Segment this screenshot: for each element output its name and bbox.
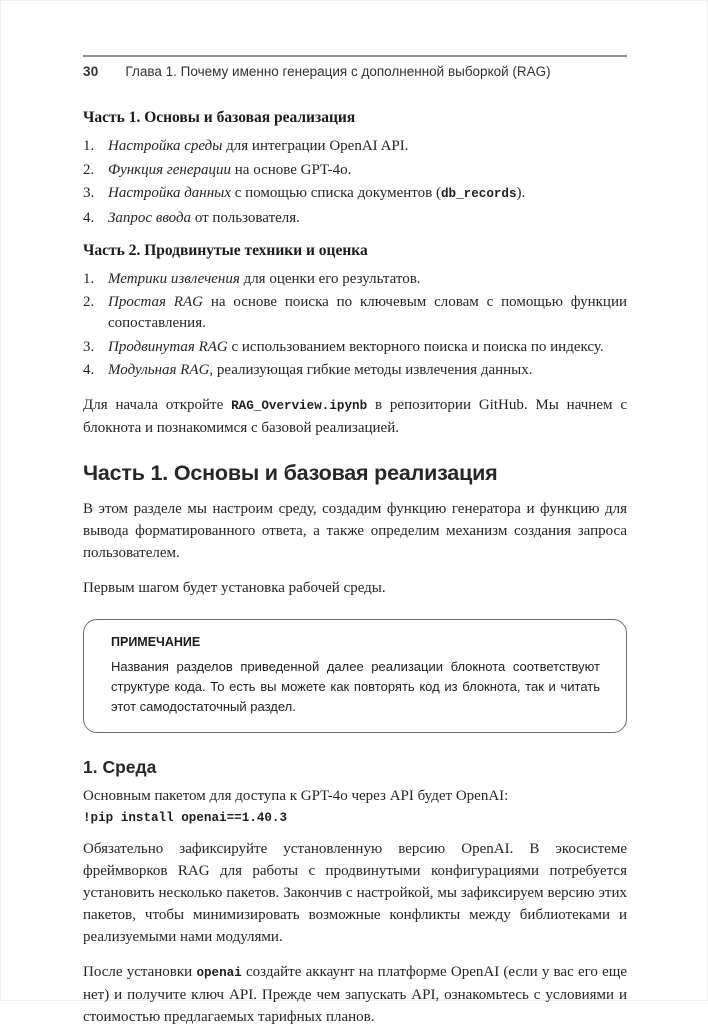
item-rest: , реализующая гибкие методы извлечения данных. xyxy=(209,362,533,378)
list-item xyxy=(83,183,627,205)
part2-heading: Часть 2. Продвинутые техники и оценка xyxy=(83,241,368,259)
list-item xyxy=(83,208,627,229)
chapter-title: Глава 1. Почему именно генерация с дополненной выборкой (RAG) xyxy=(125,64,551,79)
part1-list xyxy=(83,136,627,229)
item-text xyxy=(108,160,627,181)
part1-heading: Часть 1. Основы и базовая реализация xyxy=(83,109,356,126)
item-text xyxy=(108,208,627,229)
note-body: Названия разделов приведенной далее реализации блокнота соответствуют структуре кода. То есть вы можете как повторять код из блокнота, так и читать этот самодостаточный раздел. xyxy=(111,659,600,714)
list-item xyxy=(83,360,627,381)
item-lead: Простая RAG xyxy=(108,294,203,310)
item-lead: Продвинутая RAG xyxy=(108,338,228,355)
env-heading: 1. Среда xyxy=(83,757,157,777)
intro-paragraph xyxy=(83,394,627,439)
item-text xyxy=(108,183,627,205)
item-number: 3. xyxy=(83,338,95,355)
item-number: 1. xyxy=(83,138,95,154)
item-rest: от пользователя. xyxy=(191,209,300,226)
env-paragraph xyxy=(83,961,627,1028)
item-rest: на основе поиска по ключевым словам с помощью функции сопоставления. xyxy=(108,294,628,331)
item-lead: Запрос ввода xyxy=(108,209,192,226)
paragraph-text: Для начала откройте xyxy=(83,397,232,413)
paragraph-text: После установки xyxy=(83,964,197,980)
paragraph-text: создайте аккаунт на платформе OpenAI (если у вас его еще нет) и получите ключ API. Прежде чем запускать API, ознакомьтесь с условиями и стоимостью предлагаемых тарифных планов. xyxy=(83,964,627,1025)
section-title: Часть 1. Основы и базовая реализация xyxy=(83,461,498,485)
section-paragraph: В этом разделе мы настроим среду, создадим функцию генератора и функцию для вывода форматированного ответа, а также определим механизм создания запроса пользователем. xyxy=(83,501,627,561)
item-number: 2. xyxy=(83,294,95,310)
item-text xyxy=(108,136,627,157)
item-rest: для интеграции OpenAI API. xyxy=(222,138,409,154)
item-lead: Модульная RAG xyxy=(108,362,210,378)
item-text xyxy=(108,360,627,381)
code-line: !pip install openai==1.40.3 xyxy=(83,811,288,825)
list-item xyxy=(83,269,627,290)
note-box xyxy=(83,619,627,733)
item-lead: Функция генерации xyxy=(108,161,232,178)
item-number: 2. xyxy=(83,161,95,178)
part2-list xyxy=(83,269,627,382)
item-number: 1. xyxy=(83,270,95,287)
item-lead: Настройка данных xyxy=(108,185,232,201)
item-lead: Настройка среды xyxy=(108,138,223,154)
list-item xyxy=(83,136,627,157)
page-number: 30 xyxy=(83,64,99,79)
env-paragraph: Обязательно зафиксируйте установленную версию OpenAI. В экосистеме фреймворков RAG для работы с продвинутыми конфигурациями потребуется установить несколько пакетов. Закончив с настройкой, мы зафиксируем версию этих пакетов, чтобы минимизировать возможные конфликты между библиотеками и реализуемыми нами модулями. xyxy=(83,841,627,945)
item-number: 3. xyxy=(83,185,95,201)
inline-code: db_records xyxy=(440,187,517,201)
item-post: ). xyxy=(516,185,526,201)
list-item xyxy=(83,160,627,181)
item-lead: Метрики извлечения xyxy=(108,270,240,287)
list-item xyxy=(83,337,627,358)
item-rest: для оценки его результатов. xyxy=(239,270,421,287)
inline-code: openai xyxy=(196,966,242,980)
inline-code: RAG_Overview.ipynb xyxy=(231,399,368,413)
running-head xyxy=(83,55,627,79)
item-rest: с использованием векторного поиска и поиска по индексу. xyxy=(227,338,604,355)
item-number: 4. xyxy=(83,209,95,226)
env-paragraph: Основным пакетом для доступа к GPT-4o через API будет OpenAI: xyxy=(83,788,509,804)
item-text xyxy=(108,337,627,358)
item-rest: с помощью списка документов ( xyxy=(231,185,441,201)
item-rest: на основе GPT-4o. xyxy=(231,161,352,178)
item-number: 4. xyxy=(83,362,95,378)
item-text xyxy=(108,292,627,334)
section-paragraph: Первым шагом будет установка рабочей среды. xyxy=(83,580,386,596)
item-text xyxy=(108,269,627,290)
note-title: ПРИМЕЧАНИЕ xyxy=(111,635,201,649)
paragraph-text: в репозитории GitHub. Мы начнем с блокнота и познакомимся с базовой реализацией. xyxy=(83,397,627,436)
list-item xyxy=(83,292,627,334)
